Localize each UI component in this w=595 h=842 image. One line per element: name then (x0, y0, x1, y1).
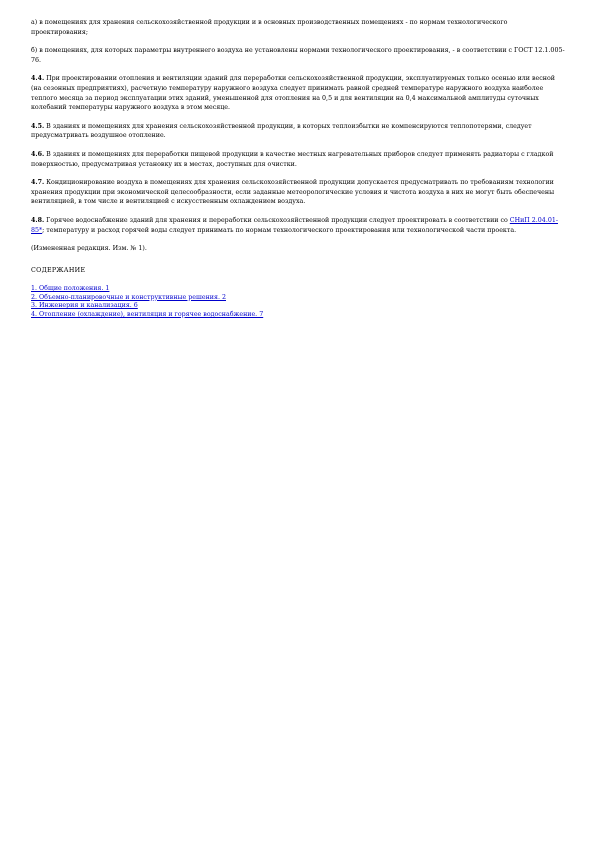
clause-number-4-5: 4.5. (31, 122, 45, 130)
paragraph-4-7 (31, 178, 565, 207)
table-of-contents (31, 285, 565, 319)
toc-item-3[interactable]: 3. Инженерия и канализация. 6 (31, 302, 138, 310)
paragraph-b (31, 46, 565, 65)
paragraph-4-4 (31, 74, 565, 112)
paragraph-a-text: а) в помещениях для хранения сельскохозяйственной продукции и в основных производственных помещениях - по нормам технологического проектирования; (31, 19, 508, 36)
clause-number-4-4: 4.4. (31, 75, 45, 83)
paragraph-4-5-text: В зданиях и помещениях для хранения сельскохозяйственной продукции, в которых теплоизбытки не компенсируются теплопотерями, следует предусматривать воздушное отопление. (31, 122, 532, 140)
paragraph-a (31, 18, 565, 37)
paragraph-4-8-text-end: ; температуру и расход горячей воды следует принимать по нормам технологического проектирования или технологической части проекта. (42, 226, 517, 234)
paragraph-4-6-text: В зданиях и помещениях для переработки пищевой продукции в качестве местных нагревательных приборов следует применять радиаторы с гладкой поверхностью, предусматривая установку их в местах, доступных для очистки. (31, 150, 554, 168)
toc-item-1[interactable]: 1. Общие положения. 1 (31, 285, 110, 293)
toc-heading: СОДЕРЖАНИЕ (31, 266, 86, 274)
paragraph-4-5 (31, 122, 565, 141)
amendment-note (31, 244, 565, 254)
paragraph-4-8 (31, 216, 565, 235)
toc-item-2[interactable]: 2. Объемно-планировочные и конструктивные решения. 2 (31, 293, 226, 301)
paragraph-4-4-text: При проектировании отопления и вентиляции зданий для переработки сельскохозяйственной продукции, эксплуатируемых только осенью или весной (на сезонных предприятиях), расчетную температуру наружного воздуха следует принимать равной средней температуре наружного воздуха наиболее теплого месяца за период эксплуатации этих зданий, уменьшенной для отопления на 0,5 и для вентиляции на 0,4 максимальной амплитуды суточных колебаний температуры наружного воздуха в этом месяце. (31, 75, 555, 112)
paragraph-4-6 (31, 150, 565, 169)
clause-number-4-7: 4.7. (31, 179, 45, 187)
paragraph-4-8-text-start: Горячее водоснабжение зданий для хранения и переработки сельскохозяйственной продукции следует проектировать в соответствии со (44, 216, 510, 224)
clause-number-4-6: 4.6. (31, 150, 45, 158)
toc-item-4[interactable]: 4. Отопление (охлаждение), вентиляция и горячее водоснабжение. 7 (31, 310, 264, 318)
amendment-note-text: (Измененная редакция. Изм. № 1). (31, 245, 147, 253)
clause-number-4-8: 4.8. (31, 216, 45, 224)
snip-reference-link[interactable]: СНиП 2.04.01-85* (31, 216, 558, 234)
paragraph-4-7-text: Кондиционирование воздуха в помещениях для хранения сельскохозяйственной продукции допускается предусматривать по требованиям технологии хранения продукции при экономической целесообразности, если заданные метеорологические условия и чистота воздуха в них не могут быть обеспечены вентиляцией, в том числе и вентиляцией с искусственным охлаждением воздуха. (31, 179, 555, 206)
document-page (31, 18, 565, 319)
paragraph-b-text: б) в помещениях, для которых параметры внутреннего воздуха не установлены нормами технологического проектирования, - в соответствии с ГОСТ 12.1.005-76. (31, 47, 565, 64)
